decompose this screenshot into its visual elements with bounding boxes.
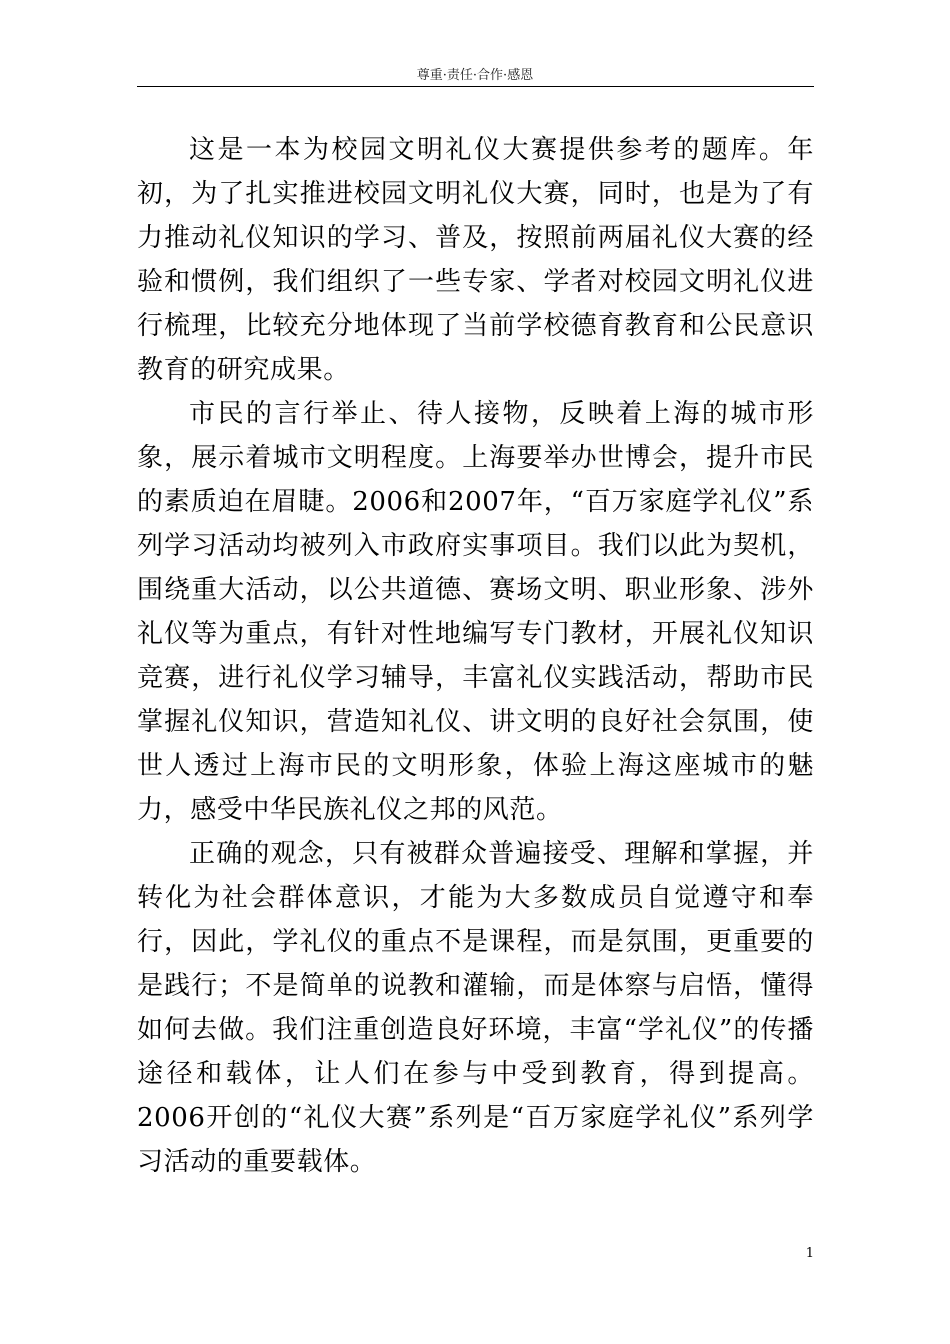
paragraph-1: 这是一本为校园文明礼仪大赛提供参考的题库。年初，为了扎实推进校园文明礼仪大赛，同时，也是为了有力推动礼仪知识的学习、普及，按照前两届礼仪大赛的经验和惯例，我们组织了一些专家、学者对校园文明礼仪进行梳理，比较充分地体现了当前学校德育教育和公民意识教育的研究成果。 (137, 135, 814, 385)
page-number: 1 (805, 1246, 814, 1261)
paragraph-2: 市民的言行举止、待人接物，反映着上海的城市形象，展示着城市文明程度。上海要举办世博会，提升市民的素质迫在眉睫。2006和2007年，“百万家庭学礼仪”系列学习活动均被列入市政府实事项目。我们以此为契机，围绕重大活动，以公共道德、赛场文明、职业形象、涉外礼仪等为重点，有针对性地编写专门教材，开展礼仪知识竞赛，进行礼仪学习辅导，丰富礼仪实践活动，帮助市民掌握礼仪知识，营造知礼仪、讲文明的良好社会氛围，使世人透过上海市民的文明形象，体验上海这座城市的魅力，感受中华民族礼仪之邦的风范。 (137, 399, 814, 825)
header-divider (137, 86, 814, 87)
paragraph-3: 正确的观念，只有被群众普遍接受、理解和掌握，并转化为社会群体意识，才能为大多数成员自觉遵守和奉行，因此，学礼仪的重点不是课程，而是氛围，更重要的是践行；不是简单的说教和灌输，而是体察与启悟，懂得如何去做。我们注重创造良好环境，丰富“学礼仪”的传播途径和载体，让人们在参与中受到教育，得到提高。2006开创的“礼仪大赛”系列是“百万家庭学礼仪”系列学习活动的重要载体。 (137, 839, 814, 1177)
document-body (137, 128, 814, 1184)
page-header: 尊重·责任·合作·感恩 (416, 68, 534, 83)
